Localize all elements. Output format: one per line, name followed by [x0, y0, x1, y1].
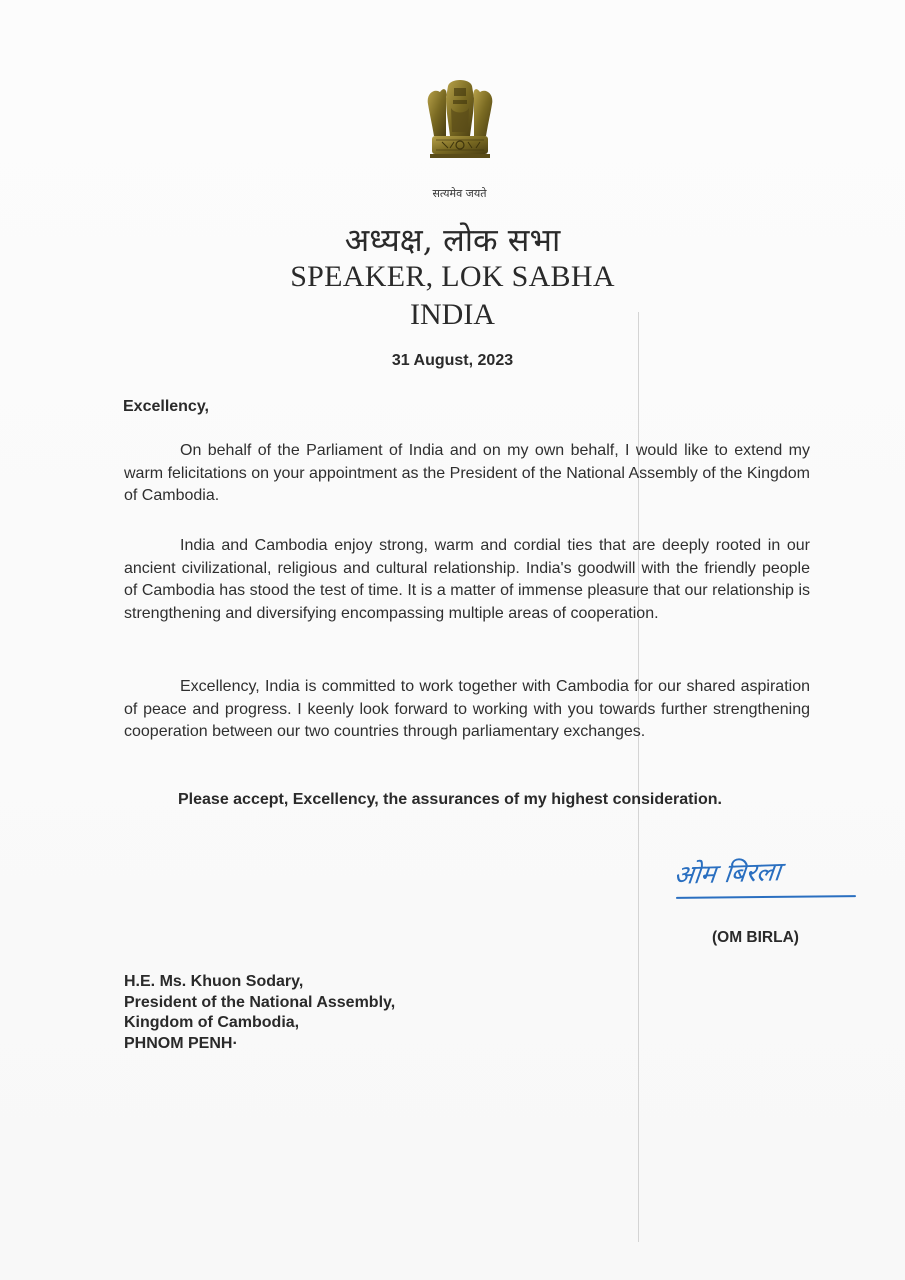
recipient-name: H.E. Ms. Khuon Sodary,: [124, 973, 304, 990]
emblem-motto: सत्यमेव जयते: [432, 187, 487, 200]
salutation: Excellency,: [123, 398, 209, 415]
body-paragraph: Excellency, India is committed to work together with Cambodia for our shared aspiration of peace and progress. I keenly look forward to working with you towards further strengthening cooperation between our two countries through parliamentary exchanges.: [124, 678, 810, 740]
letter-date: 31 August, 2023: [391, 352, 514, 369]
body-paragraph: India and Cambodia enjoy strong, warm and cordial ties that are deeply rooted in our ancient civilizational, religious and cultural relationship. India's goodwill with the friendly people of Cambodia has stood the test of time. It is a matter of immense pleasure that our relationship is strengthening and diversifying encompassing multiple areas of cooperation.: [124, 537, 810, 622]
signatory-name: (OM BIRLA): [712, 929, 799, 946]
country-title: INDIA: [410, 298, 495, 331]
closing-line: Please accept, Excellency, the assurances of my highest consideration.: [178, 791, 722, 808]
recipient-country: Kingdom of Cambodia,: [124, 1014, 300, 1031]
body-paragraph: On behalf of the Parliament of India and on my own behalf, I would like to extend my warm felicitations on your appointment as the President of the National Assembly of the Kingdom of Cambodia.: [124, 442, 810, 504]
english-title: SPEAKER, LOK SABHA: [290, 260, 615, 293]
recipient-city: PHNOM PENH·: [124, 1034, 238, 1052]
handwritten-signature: [668, 852, 858, 912]
signature-underline: [676, 895, 856, 899]
national-emblem-icon: [424, 76, 496, 184]
hindi-title: अध्यक्ष, लोक सभा: [344, 221, 561, 259]
signature-handwriting: ओम बिरला: [672, 857, 783, 892]
recipient-title: President of the National Assembly,: [124, 993, 396, 1011]
recipient-address: [124, 972, 395, 1054]
